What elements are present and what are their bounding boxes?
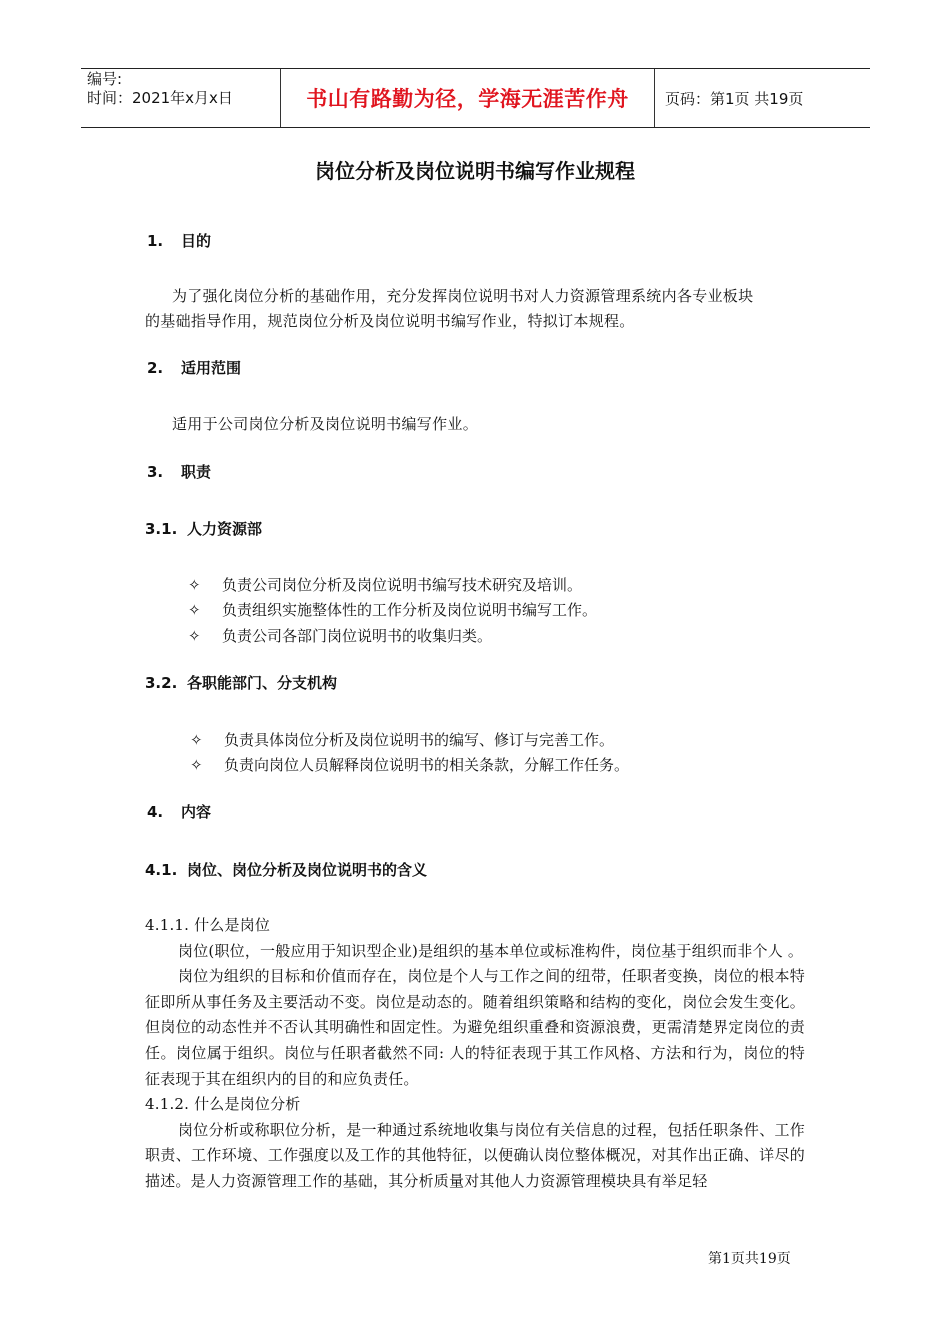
header-motto: 书山有路勤为径，学海无涯苦作舟 <box>281 69 655 127</box>
document-number-label: 编号: <box>87 70 123 88</box>
document-title: 岗位分析及岗位说明书编写作业规程 <box>315 159 635 183</box>
diamond-bullet-icon: ✧ <box>188 627 201 645</box>
header-page-info: 页码：第1页 共19页 <box>665 89 804 108</box>
paragraph: 岗位为组织的目标和价值而存在，岗位是个人与工作之间的纽带，任职者变换，岗位的根本特征即所从事任务及主要活动不变。岗位是动态的。随着组织策略和结构的变化，岗位会发生变化。但岗位的动态性并不否认其明确性和固定性。为避免组织重叠和资源浪费，更需清楚界定岗位的责任。岗位属于组织。岗位与任职者截然不同: 人的特征表现于其工作风格、方法和行为，岗位的特征表现于其在组织内的目的和应负责任。 <box>145 967 805 1088</box>
diamond-bullet-icon: ✧ <box>190 756 203 774</box>
section-1-heading: 1. 目的 <box>147 232 212 250</box>
section-3-2-heading: 3.2. 各职能部门、分支机构 <box>145 674 338 692</box>
section-4-heading: 4. 内容 <box>147 803 212 821</box>
header-table <box>81 68 870 128</box>
list-item: ✧ 负责公司各部门岗位说明书的收集归类。 <box>188 627 493 645</box>
section-1-para-line2: 的基础指导作用，规范岗位分析及岗位说明书编写作业，特拟订本规程。 <box>145 312 635 330</box>
section-3-1-heading: 3.1. 人力资源部 <box>145 520 263 538</box>
paragraph: 岗位(职位，一般应用于知识型企业)是组织的基本单位或标准构件，岗位基于组织而非个人 。 <box>178 941 804 960</box>
subsection-4-1-2-heading: 4.1.2. 什么是岗位分析 <box>145 1095 301 1114</box>
section-4-1-body <box>145 913 805 1195</box>
diamond-bullet-icon: ✧ <box>190 731 203 749</box>
diamond-bullet-icon: ✧ <box>188 601 201 619</box>
list-item: ✧ 负责公司岗位分析及岗位说明书编写技术研究及培训。 <box>188 576 583 594</box>
list-item: ✧ 负责组织实施整体性的工作分析及岗位说明书编写工作。 <box>188 601 598 619</box>
document-date: 时间：2021年x月x日 <box>87 89 233 107</box>
section-2-para: 适用于公司岗位分析及岗位说明书编写作业。 <box>172 415 479 433</box>
list-item: ✧ 负责具体岗位分析及岗位说明书的编写、修订与完善工作。 <box>190 731 615 749</box>
section-4-1-heading: 4.1. 岗位、岗位分析及岗位说明书的含义 <box>145 861 428 879</box>
paragraph: 岗位分析或称职位分析，是一种通过系统地收集与岗位有关信息的过程，包括任职条件、工作职责、工作环境、工作强度以及工作的其他特征，以便确认岗位整体概况，对其作出正确、详尽的描述。是人力资源管理工作的基础，其分析质量对其他人力资源管理模块具有举足轻 <box>145 1120 805 1190</box>
section-1-para-line1: 为了强化岗位分析的基础作用，充分发挥岗位说明书对人力资源管理系统内各专业板块 <box>172 287 754 305</box>
diamond-bullet-icon: ✧ <box>188 576 201 594</box>
list-item: ✧ 负责向岗位人员解释岗位说明书的相关条款，分解工作任务。 <box>190 756 630 774</box>
subsection-4-1-1-heading: 4.1.1. 什么是岗位 <box>145 916 271 934</box>
section-2-heading: 2. 适用范围 <box>147 359 242 377</box>
section-3-heading: 3. 职责 <box>147 463 212 481</box>
header-info-cell <box>81 69 281 127</box>
page-footer: 第1页共19页 <box>708 1251 791 1267</box>
